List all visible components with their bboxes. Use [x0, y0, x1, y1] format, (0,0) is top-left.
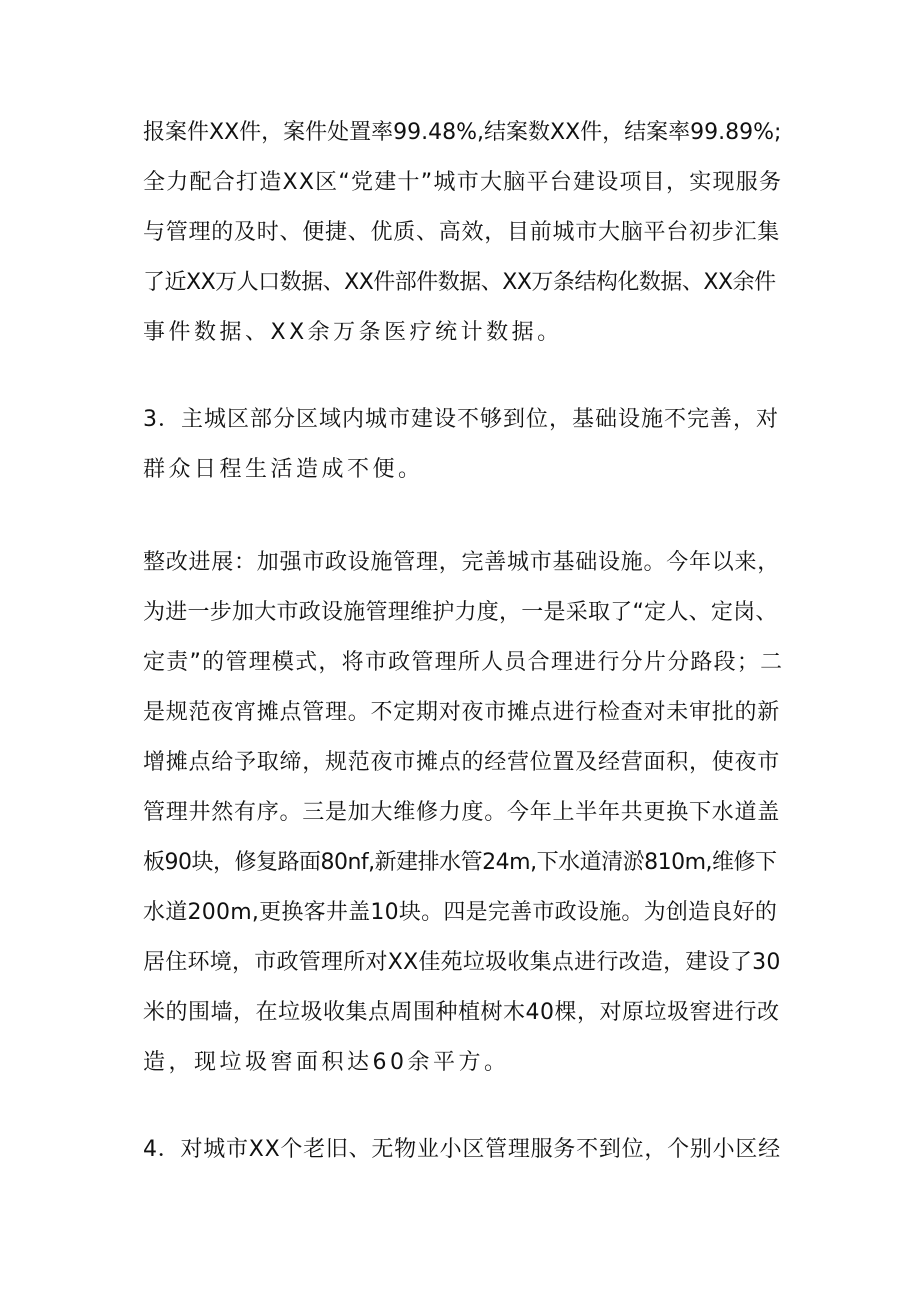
text-line: 了近XX万人口数据、XX件部件数据、XX万条结构化数据、XX余件: [143, 270, 776, 295]
text-line: 事件数据、XX余万条医疗统计数据。: [143, 320, 563, 345]
text-line: 整改进展：加强市政设施管理，完善城市基础设施。今年以来，: [143, 550, 781, 575]
text-line: 为进一步加大市政设施管理维护力度，一是采取了“定人、定岗、: [143, 600, 778, 625]
item-heading-line: 群众日程生活造成不便。: [143, 457, 424, 482]
text-line: 造，现垃圾窖面积达60余平方。: [143, 1050, 510, 1075]
item-heading-line: 3．主城区部分区域内城市建设不够到位，基础设施不完善，对: [143, 407, 779, 432]
text-line: 增摊点给予取缔，规范夜市摊点的经营位置及经营面积，使夜市: [143, 750, 781, 775]
text-line: 全力配合打造XX区“党建十”城市大脑平台建设项目，实现服务: [143, 170, 783, 195]
text-line: 米的围墙，在垃圾收集点周围种植树木40棵，对原垃圾窖进行改: [143, 1000, 780, 1025]
text-line: 与管理的及时、便捷、优质、高效，目前城市大脑平台初步汇集: [143, 220, 781, 245]
text-line: 定责”的管理模式，将市政管理所人员合理进行分片分路段；二: [143, 650, 784, 675]
text-line: 管理井然有序。三是加大维修力度。今年上半年共更换下水道盖: [143, 800, 781, 825]
text-line: 报案件XX件，案件处置率99.48%,结案数XX件，结案率99.89%;: [143, 120, 782, 145]
text-line: 居住环境，市政管理所对XX佳苑垃圾收集点进行改造，建设了30: [143, 950, 781, 975]
item-heading-line: 4．对城市XX个老旧、无物业小区管理服务不到位，个别小区经: [143, 1137, 781, 1162]
text-line: 水道200m,更换客井盖10块。四是完善市政设施。为创造良好的: [143, 900, 778, 925]
text-line: 板90块，修复路面80nf,新建排水管24m,下水道清淤810m,维修下: [143, 850, 777, 875]
text-line: 是规范夜宵摊点管理。不定期对夜市摊点进行检查对未审批的新: [143, 700, 781, 725]
